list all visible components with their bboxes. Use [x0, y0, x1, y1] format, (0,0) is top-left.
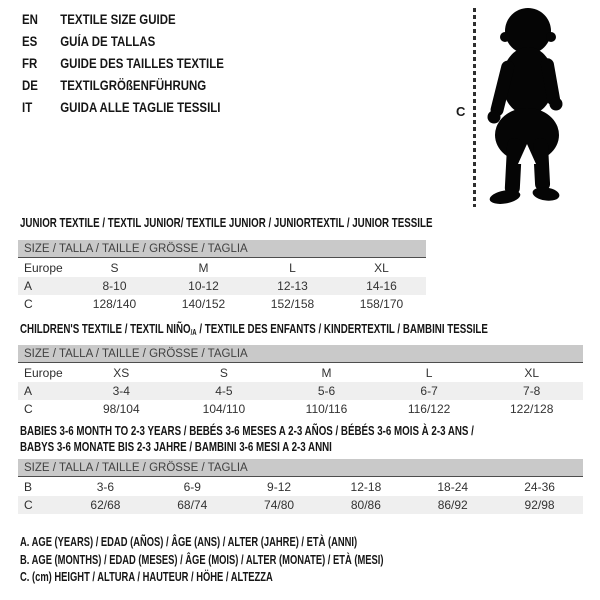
- row-label: A: [18, 382, 70, 400]
- babies-table-title: BABIES 3-6 MONTH TO 2-3 YEARS / BEBÉS 3-6 MESES A 2-3 AÑOS / BÉBÉS 3-6 MOIS À 2-3 ANS / BABYS 3-6 MONATE BIS 2-3 JAHRE / BAMBINI 3-6 MESI A 2-3 ANNI: [20, 423, 474, 454]
- table-row-age-months: [18, 478, 583, 496]
- cell: 24-36: [524, 480, 555, 494]
- cell: 110/116: [305, 402, 348, 416]
- table-row-europe: [18, 259, 426, 277]
- cell: XL: [524, 366, 540, 380]
- cell: 6-7: [378, 382, 481, 400]
- cell: L: [425, 366, 433, 380]
- table-row-height: [18, 295, 426, 313]
- cell: 86/92: [409, 496, 496, 514]
- children-table-title: CHILDREN'S TEXTILE / TEXTIL $NIÑO_{/A}$ / TEXTILE DES ENFANTS / KINDERTEXTIL / BAMBINI TESSILE: [20, 321, 488, 337]
- cell: 12-13: [248, 277, 337, 295]
- cell: 3-6: [96, 480, 115, 494]
- lang-label: GUIDE DES TAILLES TEXTILE: [60, 56, 224, 71]
- lang-label: GUÍA DE TALLAS: [60, 34, 156, 49]
- babies-size-table: [18, 478, 583, 514]
- row-label: B: [24, 480, 33, 494]
- table-row-age: [18, 382, 583, 400]
- lang-code: FR: [22, 56, 38, 71]
- cell: 9-12: [267, 480, 292, 494]
- note-age-years: A. AGE (YEARS) / EDAD (AÑOS) / ÂGE (ANS) / ALTER (JAHRE) / ETÀ (ANNI): [20, 535, 358, 549]
- baby-silhouette-icon: [481, 5, 583, 217]
- table-row-height: [18, 496, 583, 514]
- language-title-list: [22, 9, 260, 119]
- size-header-label: SIZE / TALLA / TAILLE / GRÖSSE / TAGLIA: [24, 348, 248, 360]
- height-measure-label: C: [456, 104, 466, 119]
- cell: XL: [374, 261, 389, 275]
- lang-code: ES: [22, 34, 38, 49]
- cell: 12-18: [350, 480, 382, 494]
- lang-label: TEXTILE SIZE GUIDE: [60, 12, 176, 27]
- table-row-age: [18, 277, 426, 295]
- children-size-header-bar: [18, 345, 583, 363]
- cell: L: [289, 261, 296, 275]
- cell: S: [110, 261, 119, 275]
- cell: 68/74: [149, 496, 236, 514]
- note-age-months: B. AGE (MONTHS) / EDAD (MESES) / ÂGE (MOIS) / ALTER (MONATE) / ETÀ (MESI): [20, 552, 384, 567]
- table-row-height: [18, 400, 583, 418]
- row-label: C: [18, 496, 62, 514]
- cell: 18-24: [437, 480, 469, 494]
- cell: 116/122: [407, 402, 451, 416]
- cell: 98/104: [102, 402, 140, 416]
- row-label: C: [24, 297, 33, 311]
- children-size-table: [18, 364, 583, 418]
- cell: 4-5: [173, 382, 276, 400]
- lang-code: IT: [22, 100, 33, 115]
- size-header-label: SIZE / TALLA / TAILLE / GRÖSSE / TAGLIA: [24, 243, 248, 255]
- lang-row-es: [22, 31, 260, 53]
- subscript-a: /A: [190, 328, 197, 337]
- row-label: Europe: [24, 366, 63, 380]
- size-header-label: SIZE / TALLA / TAILLE / GRÖSSE / TAGLIA: [24, 462, 248, 474]
- lang-label: TEXTILGRÖßENFÜHRUNG: [60, 78, 207, 93]
- lang-row-fr: [22, 53, 260, 75]
- row-label: Europe: [24, 261, 63, 275]
- cell: 104/110: [202, 402, 246, 416]
- cell: M: [198, 261, 209, 275]
- row-label: C: [24, 402, 33, 416]
- cell: 62/68: [62, 496, 149, 514]
- junior-table-title: JUNIOR TEXTILE / TEXTIL JUNIOR/ TEXTILE JUNIOR / JUNIORTEXTIL / JUNIOR TESSILE: [20, 215, 433, 230]
- row-label: A: [18, 277, 70, 295]
- legend-notes: [20, 534, 505, 587]
- cell: 7-8: [480, 382, 583, 400]
- cell: 5-6: [275, 382, 378, 400]
- junior-size-table: [18, 259, 426, 313]
- cell: XS: [113, 366, 130, 380]
- cell: 158/170: [359, 297, 404, 311]
- babies-size-header-bar: [18, 459, 583, 477]
- lang-row-de: [22, 75, 260, 97]
- cell: 3-4: [70, 382, 173, 400]
- cell: 140/152: [181, 297, 226, 311]
- cell: 6-9: [183, 480, 201, 494]
- cell: 92/98: [496, 496, 583, 514]
- cell: 122/128: [509, 402, 554, 416]
- lang-label: GUIDA ALLE TAGLIE TESSILI: [60, 100, 221, 115]
- cell: 8-10: [70, 277, 159, 295]
- cell: 74/80: [236, 496, 323, 514]
- lang-row-it: [22, 97, 260, 119]
- cell: M: [321, 366, 332, 380]
- cell: S: [219, 366, 228, 380]
- lang-code: DE: [22, 78, 38, 93]
- cell: 80/86: [322, 496, 409, 514]
- lang-code: EN: [22, 12, 38, 27]
- cell: 128/140: [92, 297, 137, 311]
- height-measure-dashed-line: [473, 8, 476, 207]
- cell: 152/158: [270, 297, 315, 311]
- cell: 14-16: [337, 277, 426, 295]
- cell: 10-12: [159, 277, 248, 295]
- table-row-europe: [18, 364, 583, 382]
- note-height-cm: C. (cm) HEIGHT / ALTURA / HAUTEUR / HÖHE / ALTEZZA: [20, 570, 273, 584]
- lang-row-en: [22, 9, 260, 31]
- junior-size-header-bar: [18, 240, 426, 258]
